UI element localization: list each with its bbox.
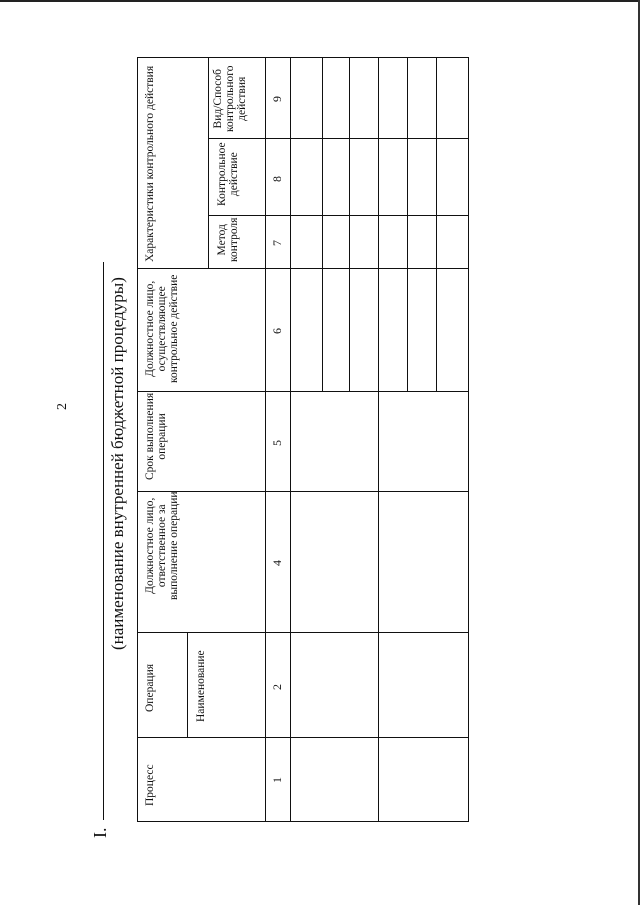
header-operation-name: Наименование — [195, 650, 207, 722]
page-number: 2 — [55, 403, 70, 410]
column-number-7: 7 — [270, 240, 284, 246]
scan-edge-top — [0, 0, 640, 2]
column-number-6: 6 — [270, 328, 284, 334]
column-number-4: 4 — [270, 560, 284, 566]
column-number-8: 8 — [270, 176, 284, 182]
header-controller: Должностное лицо, осуществляющее контрольное действие — [144, 274, 180, 383]
column-number-1: 1 — [270, 777, 284, 783]
procedure-caption: (наименование внутренней бюджетной процедуры) — [108, 277, 127, 650]
column-number-2: 2 — [270, 684, 284, 690]
header-control-action: Контрольное действие — [216, 142, 240, 206]
header-control-method: Метод контроля — [216, 217, 240, 262]
header-control-characteristics: Характеристики контрольного действия — [144, 65, 156, 262]
section-label: I. — [90, 827, 110, 838]
column-number-9: 9 — [270, 96, 284, 102]
header-responsible: Должностное лицо, ответственное за выполнение операции — [144, 491, 180, 600]
header-deadline: Срок выполнения операции — [144, 392, 168, 480]
header-operation: Операция — [144, 663, 156, 712]
header-control-type: Вид/Способ контрольного действия — [212, 65, 248, 132]
header-process: Процесс — [144, 764, 156, 806]
column-number-5: 5 — [270, 440, 284, 446]
section-underline — [103, 262, 104, 820]
